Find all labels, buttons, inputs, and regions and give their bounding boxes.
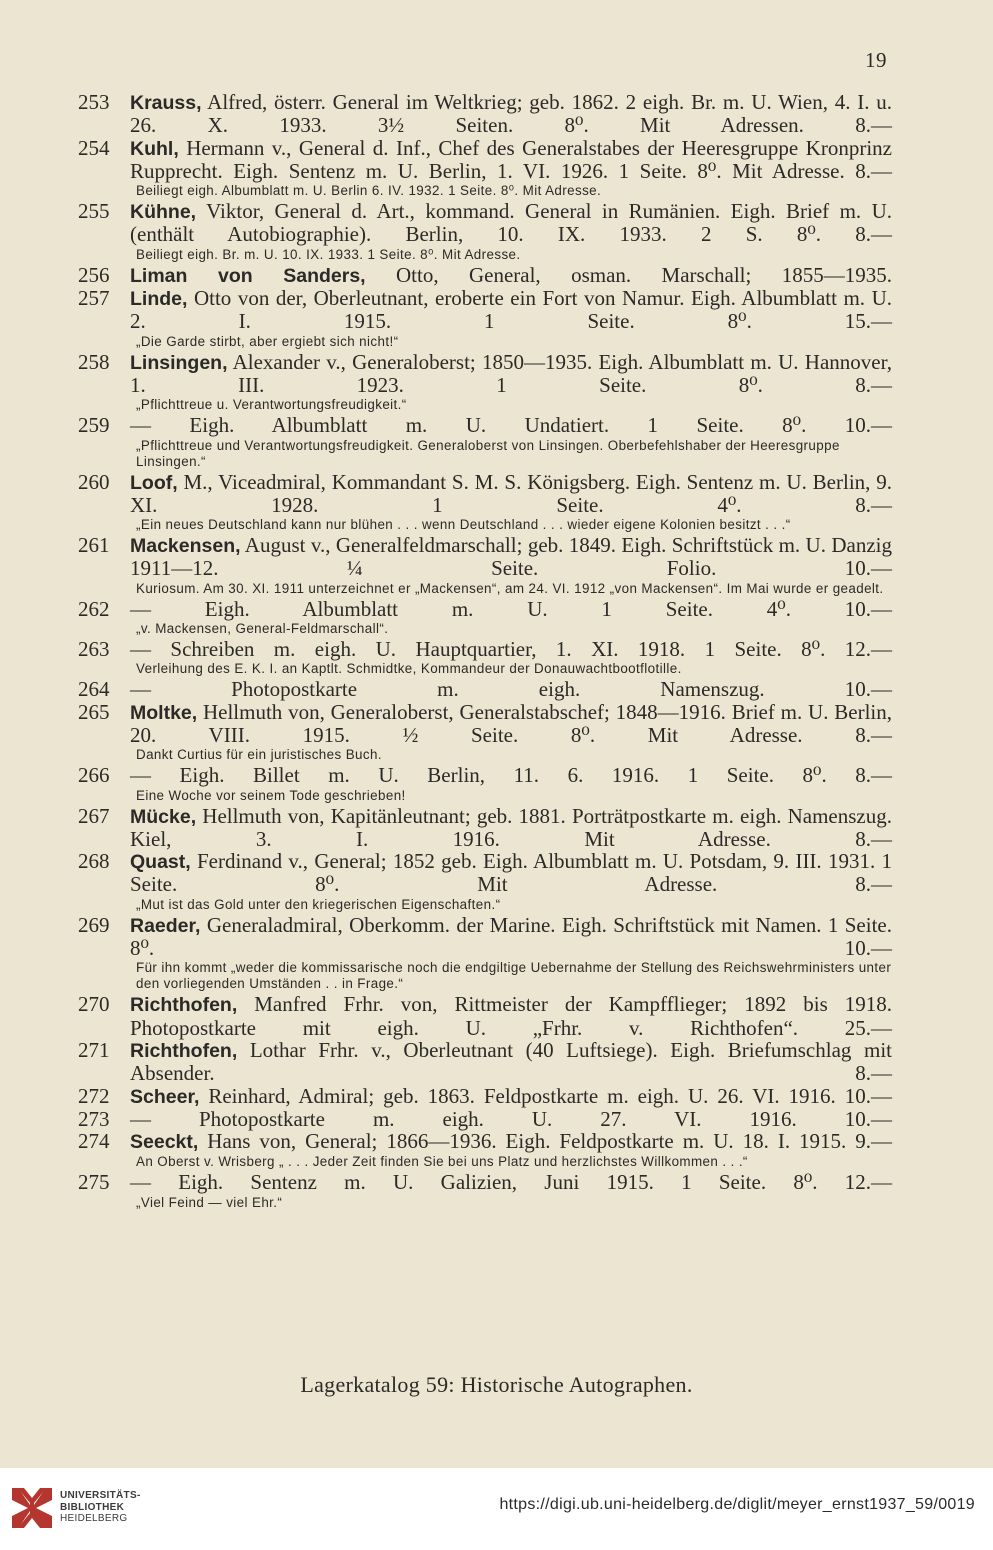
entry-note: „Ein neues Deutschland kann nur blühen . . . wenn Deutschland . . . wieder eigene Kolonien besitzt . . .“	[136, 517, 791, 533]
entry-text: Lothar Frhr. v., Oberleutnant (40 Luftsiege). Eigh. Briefumschlag mit Absender. 8.—	[130, 1037, 892, 1086]
entry-note: „Viel Feind — viel Ehr.“	[136, 1194, 283, 1210]
entry-text: Alfred, österr. General im Weltkrieg; geb. 1862. 2 eigh. Br. m. U. Wien, 4. I. u. 26. X. 1933. 3½ Seiten. 8⁰. Mit Adressen. 8.—	[130, 90, 892, 138]
entry-person-name: Linde,	[130, 288, 188, 311]
entry-text: Alexander v., Generaloberst; 1850—1935. Eigh. Albumblatt m. U. Hannover, 1. III. 1923. 1 Seite. 8⁰. 8.—	[130, 349, 892, 397]
entry-text: — Photopostkarte m. eigh. Namenszug. 10.—	[130, 677, 892, 702]
entry-text: Generaladmiral, Oberkomm. der Marine. Eigh. Schriftstück mit Namen. 1 Seite. 8⁰. 10.—	[130, 912, 892, 961]
entry-text: M., Viceadmiral, Kommandant S. M. S. Königsberg. Eigh. Sentenz m. U. Berlin, 9. XI. 1928. 1 Seite. 4⁰. 8.—	[130, 469, 892, 517]
entry-description	[130, 534, 892, 580]
entry-person-name: Richthofen,	[130, 994, 238, 1017]
entry-number: 255	[78, 199, 110, 224]
entry-number: 260	[78, 469, 110, 494]
entry-text: Viktor, General d. Art., kommand. General in Rumänien. Eigh. Brief m. U. (enthält Autobiographie). Berlin, 10. IX. 1933. 2 S. 8⁰. 8.—	[130, 199, 892, 247]
entry-description	[130, 1130, 892, 1153]
entry-number: 263	[78, 637, 110, 662]
entry-person-name: Seeckt,	[130, 1131, 199, 1154]
entry-note: Für ihn kommt „weder die kommissarische noch die endgiltige Uebernahme der Stellung des Reichswehrministers unter den vorliegenden Umständen . . in Frage.“	[136, 960, 892, 992]
entry-text: — Eigh. Albumblatt m. U. 1 Seite. 4⁰. 10.—	[130, 596, 892, 621]
entry-person-name: Mackensen,	[130, 535, 241, 558]
catalog-entry	[78, 471, 892, 534]
entry-description	[130, 678, 892, 700]
entry-note: Eine Woche vor seinem Tode geschrieben!	[136, 787, 406, 803]
catalog-entry	[78, 414, 892, 469]
entry-text: Hermann v., General d. Inf., Chef des Generalstabes der Heeresgruppe Kronprinz Rupprecht. Eigh. Sentenz m. U. Berlin, 1. VI. 1926. 1 Seite. 8⁰. Mit Adresse. 8.—	[130, 135, 892, 183]
entry-number: 258	[78, 349, 110, 374]
catalog-entry	[78, 287, 892, 350]
entry-text: Ferdinand v., General; 1852 geb. Eigh. Albumblatt m. U. Potsdam, 9. III. 1931. 1 Seite. 8⁰. Mit Adresse. 8.—	[130, 849, 892, 897]
entry-number: 257	[78, 286, 110, 311]
entry-text: — Eigh. Albumblatt m. U. Undatiert. 1 Seite. 8⁰. 10.—	[130, 413, 892, 438]
entry-number: 265	[78, 699, 110, 724]
university-library-logo-icon[interactable]	[10, 1486, 54, 1530]
entry-text: — Photopostkarte m. eigh. U. 27. VI. 1916. 10.—	[130, 1106, 892, 1131]
catalog-entry	[78, 638, 892, 677]
entry-note: „Die Garde stirbt, aber ergiebt sich nicht!“	[136, 333, 399, 349]
entry-person-name: Richthofen,	[130, 1039, 238, 1062]
entry-description	[130, 1171, 892, 1193]
entry-number: 267	[78, 803, 110, 828]
catalog-entries	[78, 91, 892, 1212]
entry-description	[130, 471, 892, 517]
entry-note: An Oberst v. Wrisberg „ . . . Jeder Zeit finden Sie bei uns Platz und herzlichstes Willkommen . . .“	[136, 1154, 748, 1170]
catalog-entry	[78, 137, 892, 200]
entry-description	[130, 351, 892, 397]
entry-description	[130, 598, 892, 620]
entry-person-name: Liman von Sanders,	[130, 264, 366, 287]
entry-person-name: Moltke,	[130, 701, 198, 724]
entry-number: 269	[78, 912, 110, 937]
entry-description	[130, 414, 892, 436]
catalog-entry	[78, 1171, 892, 1210]
entry-number: 274	[78, 1129, 110, 1154]
entry-number: 261	[78, 533, 110, 558]
entry-number: 271	[78, 1037, 110, 1062]
entry-number: 254	[78, 135, 110, 160]
entry-description	[130, 1108, 892, 1130]
catalog-entry	[78, 264, 892, 287]
entry-text: Reinhard, Admiral; geb. 1863. Feldpostkarte m. eigh. U. 26. VI. 1916. 10.—	[199, 1083, 892, 1108]
entry-text: Hans von, General; 1866—1936. Eigh. Feldpostkarte m. U. 18. I. 1915. 9.—	[198, 1129, 892, 1154]
entry-note: „Pflichttreue u. Verantwortungsfreudigkeit.“	[136, 397, 407, 413]
entry-number: 266	[78, 763, 110, 788]
entry-text: Otto, General, osman. Marschall; 1855—1935.	[365, 262, 892, 287]
entry-person-name: Kuhl,	[130, 137, 179, 160]
catalog-entry	[78, 678, 892, 700]
entry-description	[130, 805, 892, 851]
entry-note: Beiliegt eigh. Albumblatt m. U. Berlin 6. IV. 1932. 1 Seite. 8⁰. Mit Adresse.	[136, 183, 602, 199]
entry-note: „Mut ist das Gold unter den kriegerischen Eigenschaften.“	[136, 896, 501, 912]
catalog-footer-title: Lagerkatalog 59: Historische Autographen.	[300, 1372, 693, 1397]
entry-number: 270	[78, 992, 110, 1017]
catalog-entry	[78, 993, 892, 1039]
entry-person-name: Krauss,	[130, 92, 202, 114]
entry-text: Hellmuth von, Generaloberst, Generalstabschef; 1848—1916. Brief m. U. Berlin, 20. VIII. 1915. ½ Seite. 8⁰. Mit Adresse. 8.—	[130, 699, 892, 747]
library-name-line-3: HEIDELBERG	[60, 1513, 128, 1524]
catalog-entry	[78, 534, 892, 597]
entry-note: Dankt Curtius für ein juristisches Buch.	[136, 747, 382, 763]
entry-text: — Eigh. Billet m. U. Berlin, 11. 6. 1916. 1 Seite. 8⁰. 8.—	[130, 763, 892, 788]
entry-note: Kuriosum. Am 30. XI. 1911 unterzeichnet er „Mackensen“, am 24. VI. 1912 „von Mackensen“. Im Mai wurde er geadelt.	[136, 580, 884, 596]
entry-note: „Pflichttreue und Verantwortungsfreudigkeit. Generaloberst von Linsingen. Oberbefehlshaber der Heeresgruppe Linsingen.“	[136, 437, 840, 469]
entry-number: 253	[78, 90, 110, 114]
entry-person-name: Quast,	[130, 851, 191, 874]
entry-description	[130, 1085, 892, 1108]
viewer-footer-bar	[0, 1468, 993, 1550]
entry-number: 264	[78, 677, 110, 702]
entry-number: 256	[78, 262, 110, 287]
entry-description	[130, 914, 892, 960]
entry-text: Manfred Frhr. von, Rittmeister der Kampfflieger; 1892 bis 1918. Photopostkarte mit eigh. U. „Frhr. v. Richthofen“. 25.—	[130, 992, 892, 1040]
entry-description	[130, 137, 892, 183]
entry-description	[130, 200, 892, 246]
catalog-entry	[78, 351, 892, 414]
permalink-url[interactable]: https://digi.ub.uni-heidelberg.de/diglit/meyer_ernst1937_59/0019	[499, 1496, 975, 1513]
entry-number: 273	[78, 1106, 110, 1131]
entry-text: August v., Generalfeldmarschall; geb. 1849. Eigh. Schriftstück m. U. Danzig 1911—12. ¼ Seite. Folio. 10.—	[130, 533, 892, 581]
entry-text: Otto von der, Oberleutnant, eroberte ein Fort von Namur. Eigh. Albumblatt m. U. 2. I. 1915. 1 Seite. 8⁰. 15.—	[130, 286, 892, 334]
entry-number: 275	[78, 1170, 110, 1195]
library-name	[60, 1490, 141, 1525]
entry-description	[130, 993, 892, 1039]
page-number: 19	[865, 48, 887, 72]
catalog-entry	[78, 1108, 892, 1130]
entry-description	[130, 701, 892, 747]
catalog-entry	[78, 200, 892, 263]
entry-description	[130, 850, 892, 896]
entry-description	[130, 638, 892, 660]
entry-note: „v. Mackensen, General-Feldmarschall“.	[136, 621, 389, 637]
entry-person-name: Scheer,	[130, 1085, 200, 1108]
library-name-line-2: BIBLIOTHEK	[60, 1501, 125, 1513]
catalog-entry	[78, 598, 892, 637]
entry-description	[130, 264, 892, 287]
entry-text: — Eigh. Sentenz m. U. Galizien, Juni 1915. 1 Seite. 8⁰. 12.—	[130, 1170, 892, 1195]
entry-person-name: Kühne,	[130, 201, 197, 224]
library-name-line-1: UNIVERSITÄTS-	[60, 1490, 141, 1501]
entry-person-name: Loof,	[130, 471, 178, 494]
entry-text: — Schreiben m. eigh. U. Hauptquartier, 1. XI. 1918. 1 Seite. 8⁰. 12.—	[130, 637, 892, 662]
catalog-entry	[78, 805, 892, 851]
entry-number: 262	[78, 596, 110, 621]
entry-number: 272	[78, 1083, 110, 1108]
catalog-entry	[78, 764, 892, 803]
entry-number: 268	[78, 849, 110, 874]
entry-note: Beiliegt eigh. Br. m. U. 10. IX. 1933. 1 Seite. 8⁰. Mit Adresse.	[136, 246, 521, 262]
entry-note: Verleihung des E. K. I. an Kaptlt. Schmidtke, Kommandeur der Donauwachtbootflotille.	[136, 661, 682, 677]
entry-text: Hellmuth von, Kapitänleutnant; geb. 1881. Porträtpostkarte m. eigh. Namenszug. Kiel, 3. I. 1916. Mit Adresse. 8.—	[130, 803, 892, 851]
catalog-entry	[78, 701, 892, 764]
entry-person-name: Linsingen,	[130, 351, 228, 374]
entry-number: 259	[78, 413, 110, 438]
catalog-entry	[78, 1085, 892, 1108]
catalog-entry	[78, 1130, 892, 1170]
catalog-entry	[78, 91, 892, 137]
catalog-entry	[78, 914, 892, 993]
entry-description	[130, 1039, 892, 1085]
entry-description	[130, 764, 892, 786]
catalog-entry	[78, 1039, 892, 1085]
entry-description	[130, 91, 892, 137]
entry-person-name: Raeder,	[130, 914, 201, 937]
entry-description	[130, 287, 892, 333]
entry-person-name: Mücke,	[130, 805, 197, 828]
catalog-entry	[78, 850, 892, 913]
